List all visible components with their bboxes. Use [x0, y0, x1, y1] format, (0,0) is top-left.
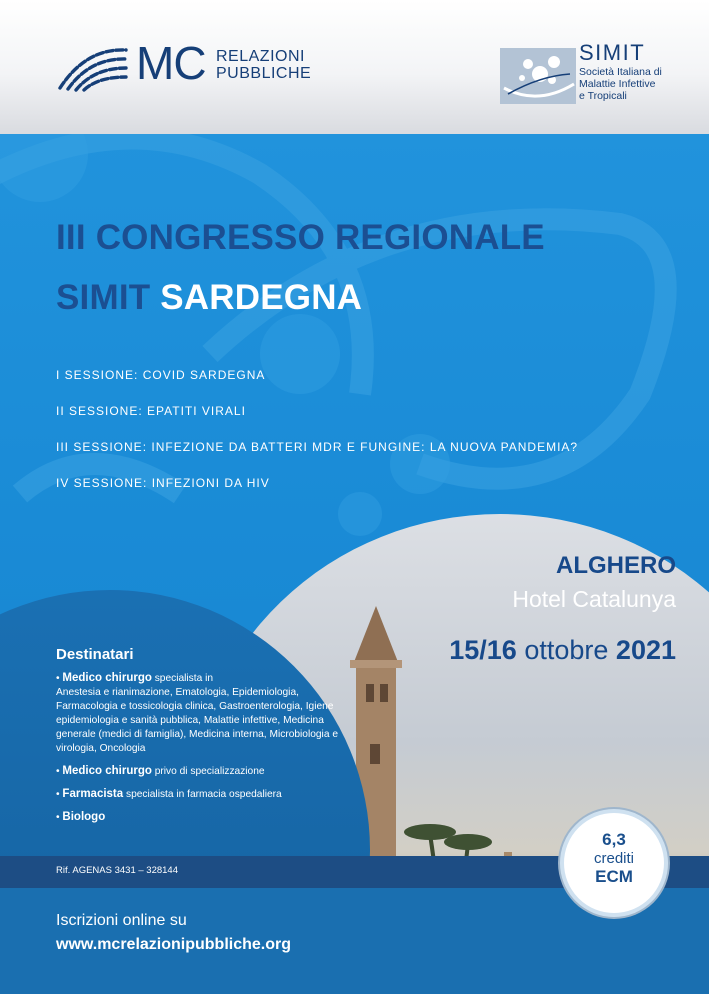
event-city: ALGHERO	[556, 552, 676, 579]
footer-url-link[interactable]: www.mcrelazionipubbliche.org	[56, 936, 291, 953]
credits-type: ECM	[595, 867, 633, 886]
bullet: •	[56, 812, 60, 823]
session-item: II SESSIONE: EPATITI VIRALI	[56, 404, 246, 418]
main-panel	[0, 134, 709, 994]
session-item: I SESSIONE: COVID SARDEGNA	[56, 368, 266, 382]
item-rest: privo di specializzazione	[151, 766, 265, 777]
destinatari-item	[56, 764, 346, 779]
item-sub: Anestesia e rianimazione, Ematologia, Epidemiologia, Farmacologia e tossicologia clinica, Gastroenterologia, Igiene epidemiologia e sanità pubblica, Malattie infettive, Medicina generale (medici di famiglia), Medicina interna, Microbiologia e virologia, Oncologia	[56, 687, 338, 754]
bullet: •	[56, 673, 60, 684]
header	[0, 0, 709, 134]
simit-logo	[500, 40, 685, 108]
event-dates	[360, 635, 676, 666]
simit-desc-line2: Malattie Infettive	[579, 78, 656, 90]
simit-emblem-icon	[500, 48, 576, 104]
item-bold: Medico chirurgo	[62, 765, 152, 777]
event-venue: Hotel Catalunya	[512, 586, 676, 612]
item-bold: Farmacista	[62, 788, 124, 800]
simit-description	[579, 66, 662, 102]
event-date-year: 2021	[615, 635, 676, 665]
item-bold: Medico chirurgo	[62, 672, 152, 684]
item-rest: specialista in farmacia ospedaliera	[123, 789, 282, 800]
simit-name: SIMIT	[579, 40, 646, 65]
destinatari-section	[56, 646, 346, 833]
session-item: III SESSIONE: INFEZIONE DA BATTERI MDR E FUNGINE: LA NUOVA PANDEMIA?	[56, 440, 579, 454]
mc-logo-text	[216, 48, 311, 82]
session-item: IV SESSIONE: INFEZIONI DA HIV	[56, 476, 270, 490]
sessions-list	[56, 368, 578, 512]
mc-logo-line1: RELAZIONI	[216, 48, 305, 65]
ecm-credits-badge	[560, 809, 668, 917]
footer-registration-text: Iscrizioni online su	[56, 912, 187, 929]
mc-logo	[56, 37, 312, 100]
title-line2	[56, 278, 362, 318]
credits-number: 6,3	[602, 830, 626, 849]
mc-arcs-icon	[56, 42, 128, 92]
credits-label: crediti	[593, 850, 634, 867]
bullet: •	[56, 789, 60, 800]
destinatari-item	[56, 671, 346, 756]
mc-logo-line2: PUBBLICHE	[216, 65, 312, 82]
item-bold: Biologo	[62, 811, 106, 823]
destinatari-item	[56, 787, 346, 802]
event-date-month: ottobre	[524, 635, 609, 665]
event-info	[360, 552, 676, 666]
simit-desc-line1: Società Italiana di	[579, 66, 662, 78]
destinatari-title: Destinatari	[56, 646, 134, 663]
item-rest: specialista in	[151, 673, 214, 684]
rif-agenas: Rif. AGENAS 3431 – 328144	[56, 865, 178, 876]
event-date-days: 15/16	[449, 635, 517, 665]
title-line1: III CONGRESSO REGIONALE	[56, 218, 545, 257]
mc-letters: MC	[136, 37, 206, 89]
title-sardegna: SARDEGNA	[160, 278, 363, 317]
simit-desc-line3: e Tropicali	[579, 90, 627, 102]
title-simit: SIMIT	[56, 278, 151, 317]
destinatari-item	[56, 810, 346, 825]
bullet: •	[56, 766, 60, 777]
